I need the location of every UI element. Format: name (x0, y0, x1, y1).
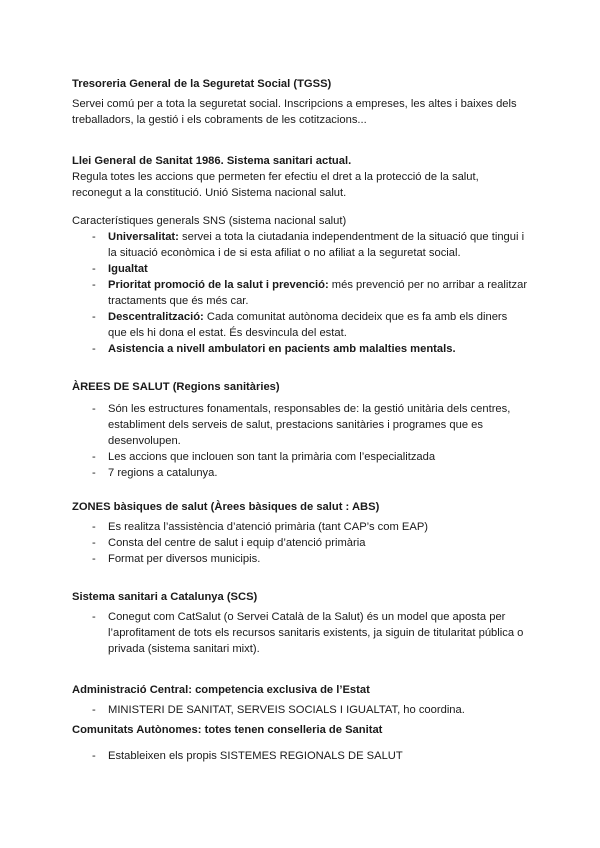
admin-list (72, 702, 528, 718)
section-title: Tresoreria General de la Seguretat Social (TGSS) (72, 78, 332, 90)
list-item: - 7 regions a catalunya. (72, 465, 528, 481)
section-administracio-central (72, 682, 528, 718)
list-item: - MINISTERI DE SANITAT, SERVEIS SOCIALS I IGUALTAT, ho coordina. (72, 702, 528, 718)
zones-list (72, 519, 528, 567)
list-item: - Descentralització: Cada comunitat autònoma decideix que es fa amb els diners que els hi dona el estat. És desvincula del estat. (72, 309, 528, 341)
list-item: - Prioritat promoció de la salut i prevenció: més prevenció per no arribar a realitzar tractaments que és més car. (72, 277, 528, 309)
section-llei-general (72, 153, 528, 357)
section-arees-salut (72, 379, 528, 481)
section-title: ÀREES DE SALUT (Regions sanitàries) (72, 381, 280, 393)
scs-list (72, 609, 528, 657)
list-item: - Universalitat: servei a tota la ciutadania independentment de la situació que tingui i la situació econòmica i de si esta afiliat o no afiliat a la seguretat social. (72, 229, 528, 261)
section-sistema-catalunya (72, 589, 528, 657)
list-item: - Són les estructures fonamentals, responsables de: la gestió unitària dels centres, establiment dels serveis de salut, prestacions sanitàries i programes que es desenvolupen. (72, 401, 528, 449)
comunitats-list (72, 748, 528, 764)
list-item: - Format per diversos municipis. (72, 551, 528, 567)
section-zones-basiques (72, 499, 528, 567)
list-item: - Igualtat (72, 261, 528, 277)
section-comunitats-autonomes (72, 722, 528, 764)
list-item: - Conegut com CatSalut (o Servei Català de la Salut) és un model que aposta per l’aprofitament de tots els recursos sanitaris existents, ja siguin de titularitat pública o privada (sistema sanitari mixt). (72, 609, 528, 657)
list-item: - Asistencia a nivell ambulatori en pacients amb malalties mentals. (72, 341, 528, 357)
list-item: - Les accions que inclouen son tant la primària com l’especialitzada (72, 449, 528, 465)
section-title: Comunitats Autònomes: totes tenen conselleria de Sanitat (72, 724, 383, 736)
characteristics-list (72, 229, 528, 357)
arees-list (72, 401, 528, 481)
section-tgss (72, 76, 528, 128)
section-title: Llei General de Sanitat 1986. Sistema sanitari actual. (72, 155, 352, 167)
list-item: - Es realitza l’assistència d’atenció primària (tant CAP’s com EAP) (72, 519, 528, 535)
list-item: - Consta del centre de salut i equip d’atenció primària (72, 535, 528, 551)
section-title: Administració Central: competencia exclusiva de l’Estat (72, 684, 370, 696)
section-body: Regula totes les accions que permeten fer efectiu el dret a la protecció de la salut, reconegut a la constitució. Unió Sistema nacional salut. (72, 171, 479, 199)
list-item: - Estableixen els propis SISTEMES REGIONALS DE SALUT (72, 748, 528, 764)
section-title: Sistema sanitari a Catalunya (SCS) (72, 591, 258, 603)
section-body: Servei comú per a tota la seguretat social. Inscripcions a empreses, les altes i baixes dels treballadors, la gestió i els cobraments de les cotitzacions... (72, 98, 517, 126)
list-intro: Característiques generals SNS (sistema nacional salut) (72, 215, 347, 227)
section-title: ZONES bàsiques de salut (Àrees bàsiques de salut : ABS) (72, 501, 380, 513)
document-page (72, 76, 528, 764)
